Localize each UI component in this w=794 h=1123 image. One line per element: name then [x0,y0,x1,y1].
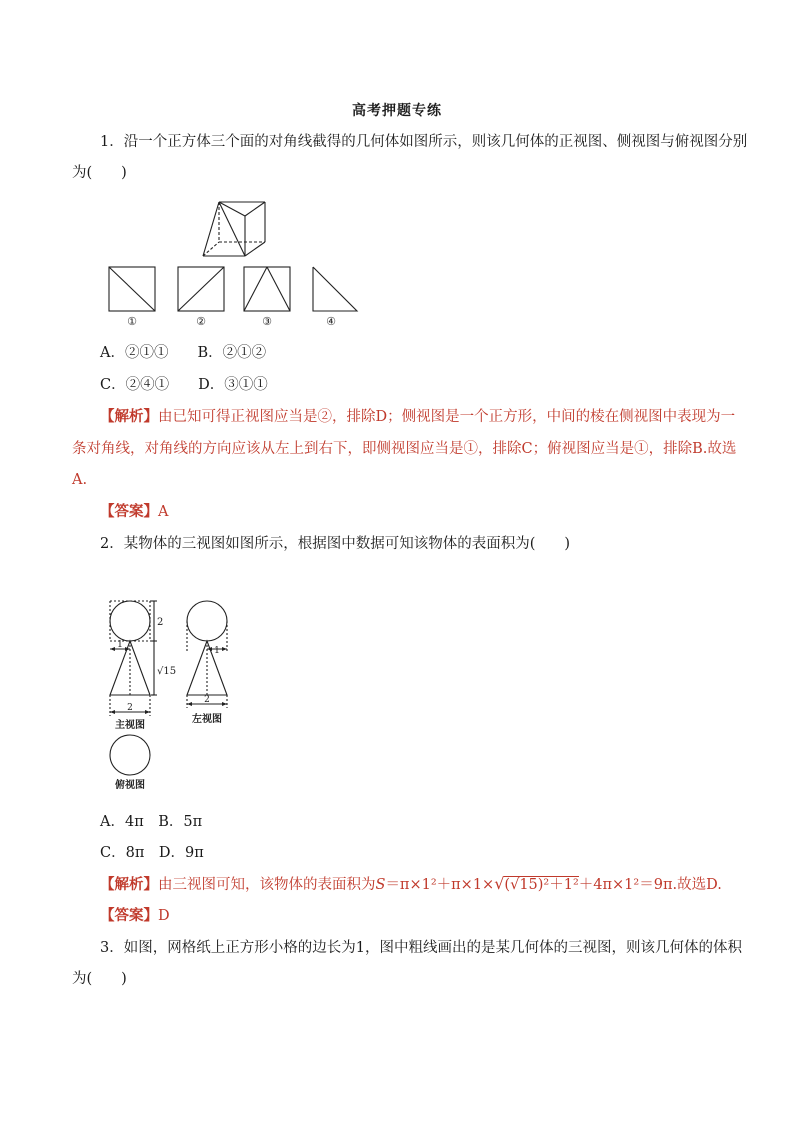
formula-s: S [375,877,386,893]
front-view-sphere [110,601,150,641]
q1-options-line1: A．②①① B．②①② [100,345,267,361]
dim-base-2-right-label: 2 [204,695,210,705]
analysis-tag: 【解析】 [100,876,158,893]
q1-options-line2: C．②④① D．③①① [100,377,268,393]
view-label-2: ② [196,315,206,328]
formula-radicand: (√15)²＋1² [504,877,579,893]
view-label-3: ③ [262,315,272,328]
q1-stem-line1: 1．沿一个正方体三个面的对角线截得的几何体如图所示，则该几何体的正视图、侧视图与俯视图分别 [100,134,748,150]
formula-part1: ＝π×1²＋π×1× [385,877,495,893]
q1-solid-figure [195,198,275,260]
q1-analysis-line2: 条对角线，对角线的方向应该从左上到右下，即侧视图应当是①，排除C；俯视图应当是①，排除B.故选 [72,441,737,457]
dim-2-label: 2 [157,617,164,628]
view-label-4: ④ [326,315,336,328]
q2-analysis [100,873,730,896]
q2-stem: 2．某物体的三视图如图所示，根据图中数据可知该物体的表面积为( ) [100,536,571,552]
q1-stem-line2: 为( ) [72,165,127,181]
label-left-view: 左视图 [192,714,222,725]
q1-views-figure [105,263,365,333]
answer-value: A [158,504,169,520]
answer-value: D [158,908,170,924]
label-top-view: 俯视图 [115,780,145,791]
dim-sqrt15-label: √15 [157,666,177,677]
q2-answer [100,905,730,927]
label-front-view: 主视图 [115,720,145,731]
q2-options-line1: A．4π B．5π [100,814,203,830]
analysis-text: 由已知可得正视图应当是②，排除D；侧视图是一个正方形，中间的棱在侧视图中表现为一 [158,409,736,425]
q2-three-view-figure [100,598,250,794]
q3-stem-line1: 3．如图，网格纸上正方形小格的边长为1，图中粗线画出的是某几何体的三视图，则该几何体的体积 [100,940,742,956]
top-view-circle [110,735,150,775]
analysis-prefix: 由三视图可知，该物体的表面积为 [158,877,376,893]
q1-analysis-line3: A. [72,472,88,488]
q1-analysis-line1 [100,406,736,428]
dim-base-2-label: 2 [127,703,133,713]
formula-part2: ＋4π×1²＝9π.故选D. [578,877,722,893]
q2-options-line2: C．8π D．9π [100,845,204,861]
answer-tag: 【答案】 [100,503,158,520]
q3-stem-line2: 为( ) [72,971,127,987]
left-view-sphere [187,601,227,641]
dim-1-left-label: 1 [117,640,123,650]
formula-sqrt: √(√15)²＋1² [494,874,579,893]
page-title: 高考押题专练 [352,103,442,119]
analysis-tag: 【解析】 [100,408,158,425]
view-4-triangle [313,267,357,311]
view-label-1: ① [127,315,137,328]
view-3-square [244,267,290,311]
answer-tag: 【答案】 [100,907,158,924]
dim-1-right-label: 1 [214,646,220,656]
q1-answer [100,501,730,523]
